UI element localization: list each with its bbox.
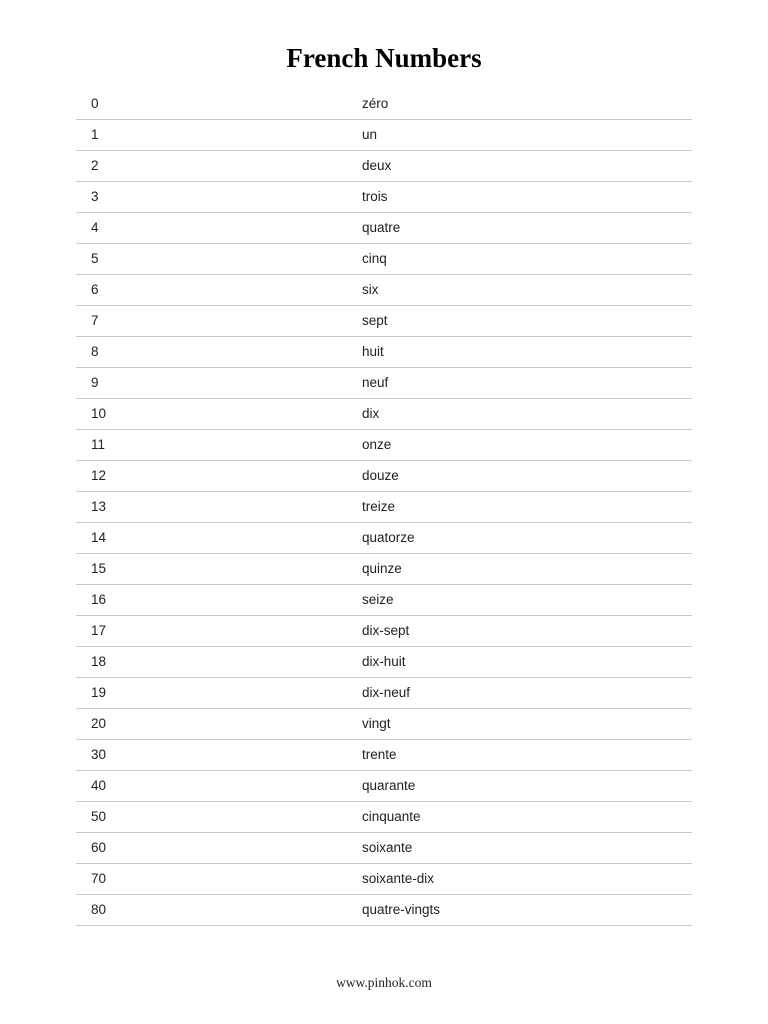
french-word-cell: vingt	[362, 716, 391, 731]
number-cell: 11	[91, 437, 106, 452]
table-row	[76, 523, 692, 554]
number-cell: 13	[91, 499, 107, 514]
number-cell: 5	[91, 251, 99, 266]
number-cell: 50	[91, 809, 107, 824]
number-cell: 18	[91, 654, 107, 669]
number-cell: 12	[91, 468, 107, 483]
french-word-cell: sept	[362, 313, 388, 328]
number-cell: 3	[91, 189, 99, 204]
number-cell: 30	[91, 747, 107, 762]
number-cell: 7	[91, 313, 99, 328]
number-cell: 0	[91, 96, 99, 111]
french-word-cell: onze	[362, 437, 392, 452]
table-row	[76, 678, 692, 709]
table-row	[76, 771, 692, 802]
table-row	[76, 895, 692, 926]
french-word-cell: trente	[362, 747, 397, 762]
french-word-cell: deux	[362, 158, 392, 173]
french-word-cell: huit	[362, 344, 384, 359]
french-word-cell: cinq	[362, 251, 387, 266]
french-word-cell: dix-huit	[362, 654, 406, 669]
french-word-cell: quatre-vingts	[362, 902, 441, 917]
table-row	[76, 864, 692, 895]
table-row	[76, 833, 692, 864]
number-cell: 19	[91, 685, 107, 700]
french-word-cell: soixante	[362, 840, 413, 855]
page-title: French Numbers	[286, 43, 482, 73]
table-row	[76, 709, 692, 740]
table-row	[76, 740, 692, 771]
french-word-cell: dix-sept	[362, 623, 410, 638]
french-word-cell: six	[362, 282, 379, 297]
french-word-cell: quatorze	[362, 530, 415, 545]
table-row	[76, 616, 692, 647]
footer-url: www.pinhok.com	[336, 975, 432, 990]
number-table	[76, 89, 692, 926]
number-cell: 4	[91, 220, 99, 235]
number-cell: 10	[91, 406, 107, 421]
french-word-cell: quarante	[362, 778, 416, 793]
table-row	[76, 337, 692, 368]
number-cell: 80	[91, 902, 107, 917]
number-cell: 70	[91, 871, 107, 886]
french-word-cell: soixante-dix	[362, 871, 435, 886]
table-row	[76, 399, 692, 430]
french-word-cell: dix	[362, 406, 380, 421]
table-row	[76, 430, 692, 461]
table-row	[76, 120, 692, 151]
table-row	[76, 368, 692, 399]
table-row	[76, 89, 692, 120]
french-word-cell: quinze	[362, 561, 402, 576]
french-word-cell: zéro	[362, 96, 389, 111]
number-cell: 15	[91, 561, 107, 576]
number-cell: 8	[91, 344, 99, 359]
table-row	[76, 802, 692, 833]
table-row	[76, 151, 692, 182]
number-cell: 2	[91, 158, 99, 173]
table-row	[76, 554, 692, 585]
number-cell: 9	[91, 375, 99, 390]
french-word-cell: un	[362, 127, 378, 142]
table-row	[76, 585, 692, 616]
table-row	[76, 492, 692, 523]
table-row	[76, 461, 692, 492]
table-row	[76, 182, 692, 213]
table-row	[76, 213, 692, 244]
french-word-cell: quatre	[362, 220, 401, 235]
number-cell: 40	[91, 778, 107, 793]
table-row	[76, 306, 692, 337]
french-word-cell: seize	[362, 592, 394, 607]
french-word-cell: treize	[362, 499, 396, 514]
french-word-cell: cinquante	[362, 809, 421, 824]
french-word-cell: dix-neuf	[362, 685, 411, 700]
french-word-cell: trois	[362, 189, 388, 204]
number-cell: 6	[91, 282, 99, 297]
number-cell: 17	[91, 623, 107, 638]
number-cell: 60	[91, 840, 107, 855]
number-cell: 1	[91, 127, 99, 142]
french-word-cell: neuf	[362, 375, 389, 390]
table-row	[76, 647, 692, 678]
number-cell: 14	[91, 530, 107, 545]
number-cell: 16	[91, 592, 107, 607]
french-word-cell: douze	[362, 468, 399, 483]
table-row	[76, 275, 692, 306]
table-row	[76, 244, 692, 275]
number-cell: 20	[91, 716, 107, 731]
